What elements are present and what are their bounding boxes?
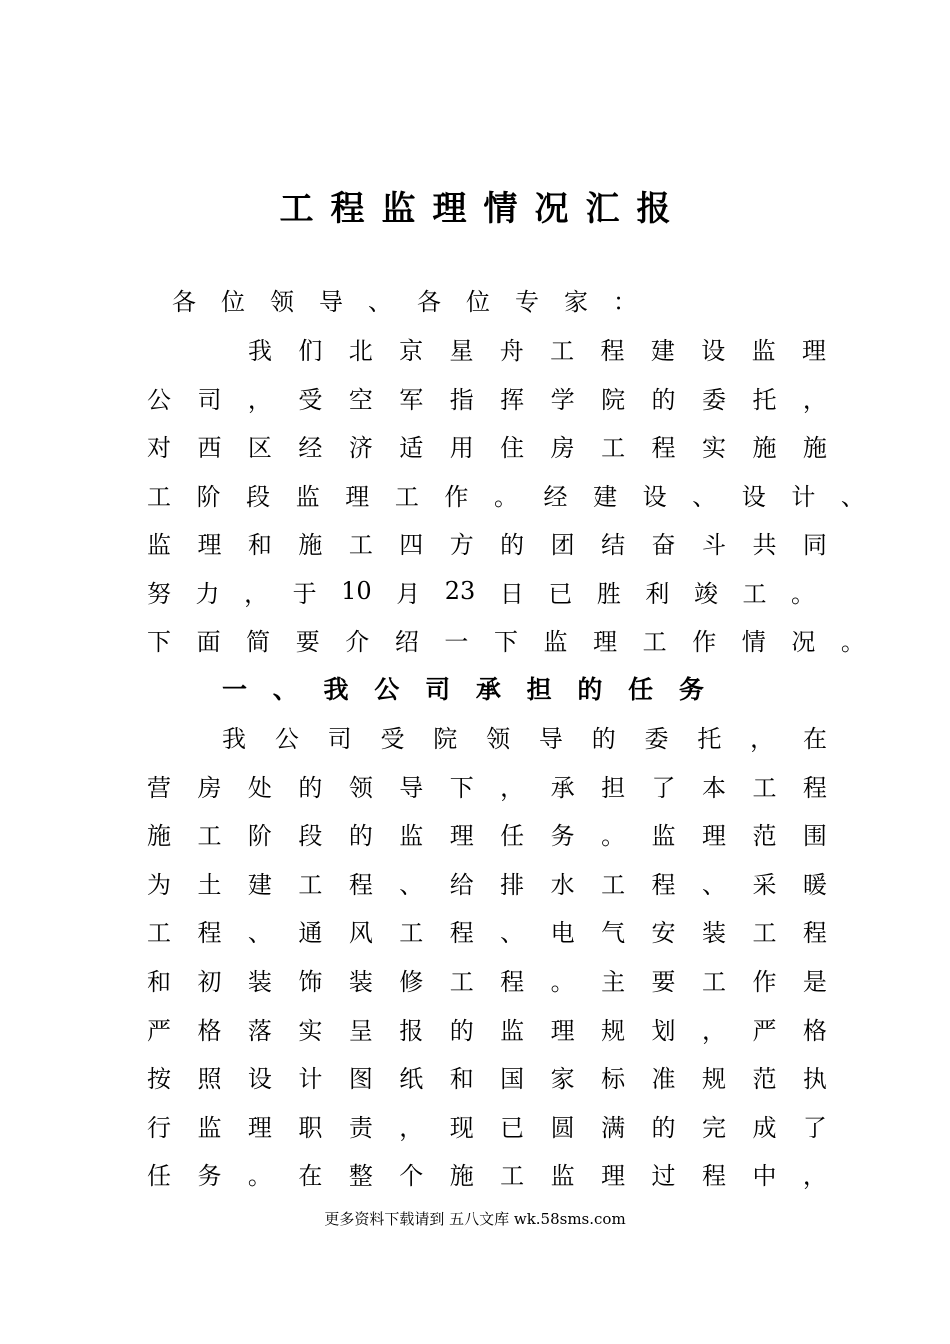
section-line-3: 施 工 阶 段 的 监 理 任 务 。 监 理 范 围 — [147, 821, 827, 850]
section-line-5: 工 程 、 通 风 工 程 、 电 气 安 装 工 程 — [147, 918, 827, 947]
section-line-7: 严 格 落 实 呈 报 的 监 理 规 划 ， 严 格 — [147, 1016, 827, 1045]
body-line-6: 努 力 ， 于 10 月 23 日 已 胜 利 竣 工 。 — [147, 577, 815, 608]
section-line-1: 我 公 司 受 院 领 导 的 委 托 ， 在 — [222, 724, 827, 753]
salutation: 各 位 领 导 、 各 位 专 家 ： — [172, 287, 637, 316]
section-line-6: 和 初 装 饰 装 修 工 程 。 主 要 工 作 是 — [147, 967, 827, 996]
body-line-4: 工 阶 段 监 理 工 作 。 经 建 设 、 设 计 、 — [147, 482, 865, 511]
body-line-7: 下 面 简 要 介 绍 一 下 监 理 工 作 情 况 。 — [147, 627, 865, 656]
body-line-3: 对 西 区 经 济 适 用 住 房 工 程 实 施 施 — [147, 433, 827, 462]
body-line-5: 监 理 和 施 工 四 方 的 团 结 奋 斗 共 同 — [147, 530, 827, 559]
body-line-2: 公 司 ， 受 空 军 指 挥 学 院 的 委 托 ， — [147, 385, 827, 414]
footer-download-note: 更多资料下载请到 五八文库 wk.58sms.com — [324, 1210, 626, 1228]
body-line-1: 我 们 北 京 星 舟 工 程 建 设 监 理 — [248, 336, 826, 365]
section-heading: 一 、 我 公 司 承 担 的 任 务 — [222, 675, 704, 704]
section-line-10: 任 务 。 在 整 个 施 工 监 理 过 程 中 ， — [147, 1161, 827, 1190]
section-line-4: 为 土 建 工 程 、 给 排 水 工 程 、 采 暖 — [147, 870, 827, 899]
section-line-2: 营 房 处 的 领 导 下 ， 承 担 了 本 工 程 — [147, 773, 827, 802]
section-line-8: 按 照 设 计 图 纸 和 国 家 标 准 规 范 执 — [147, 1064, 827, 1093]
document-title: 工程监理情况汇报 — [279, 188, 688, 229]
section-line-9: 行 监 理 职 责 ， 现 已 圆 满 的 完 成 了 — [147, 1113, 827, 1142]
